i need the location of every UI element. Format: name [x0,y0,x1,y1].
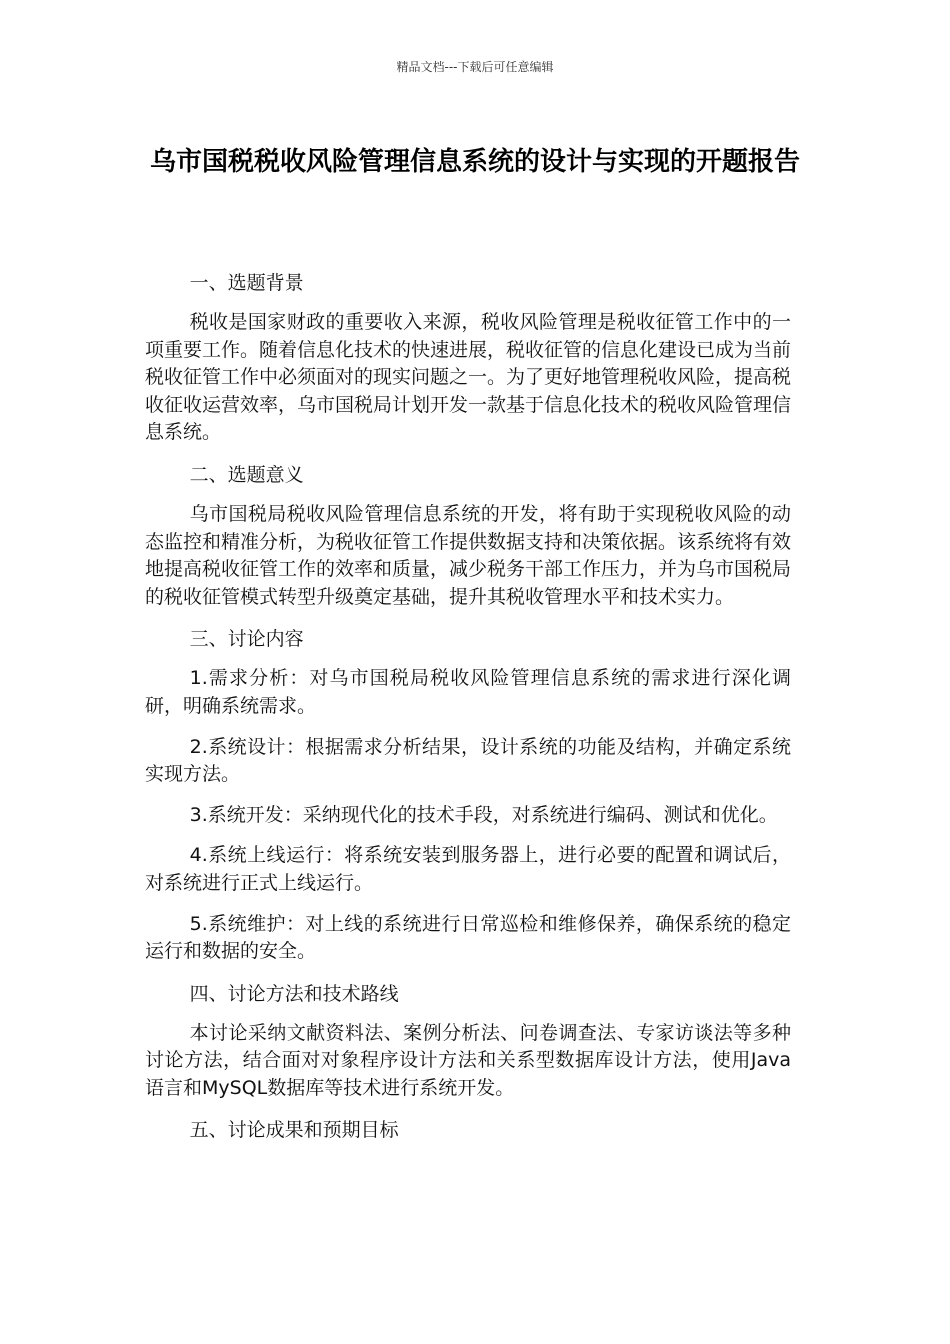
paragraph-significance: 乌市国税局税收风险管理信息系统的开发，将有助于实现税收风险的动态监控和精准分析，为税收征管工作提供数据支持和决策依据。该系统将有效地提高税收征管工作的效率和质量，减少税务干部工作压力，并为乌市国税局的税收征管模式转型升级奠定基础，提升其税收管理水平和技术实力。 [145,502,792,608]
section-heading-content: 三、讨论内容 [189,628,304,651]
list-item-requirements: 1.需求分析：对乌市国税局税收风险管理信息系统的需求进行深化调研，明确系统需求。 [145,667,791,717]
section-heading-outcomes: 五、讨论成果和预期目标 [189,1119,399,1142]
document-title: 乌市国税税收风险管理信息系统的设计与实现的开题报告 [149,147,800,177]
paragraph-methods: 本讨论采纳文献资料法、案例分析法、问卷调查法、专家访谈法等多种讨论方法，结合面对对象程序设计方法和关系型数据库设计方法，使用Java语言和MySQL数据库等技术进行系统开发。 [145,1021,791,1099]
paragraph-background: 税收是国家财政的重要收入来源，税收风险管理是税收征管工作中的一项重要工作。随着信息化技术的快速进展，税收征管的信息化建设已成为当前税收征管工作中必须面对的现实问题之一。为了更好地管理税收风险，提高税收征收运营效率，乌市国税局计划开发一款基于信息化技术的税收风险管理信息系统。 [145,311,792,444]
section-heading-methods: 四、讨论方法和技术路线 [189,982,399,1005]
list-item-design: 2.系统设计：根据需求分析结果，设计系统的功能及结构，并确定系统实现方法。 [145,735,791,786]
section-heading-significance: 二、选题意义 [189,463,304,486]
header-note: 精品文档---下载后可任意编辑 [396,60,554,74]
list-item-maintenance: 5.系统维护：对上线的系统进行日常巡检和维修保养，确保系统的稳定运行和数据的安全。 [145,912,791,963]
list-item-development: 3.系统开发：采纳现代化的技术手段，对系统进行编码、测试和优化。 [189,803,778,826]
list-item-deployment: 4.系统上线运行：将系统安装到服务器上，进行必要的配置和调试后，对系统进行正式上线运行。 [145,844,791,894]
section-heading-background: 一、选题背景 [189,272,304,294]
document-body [145,268,791,1156]
